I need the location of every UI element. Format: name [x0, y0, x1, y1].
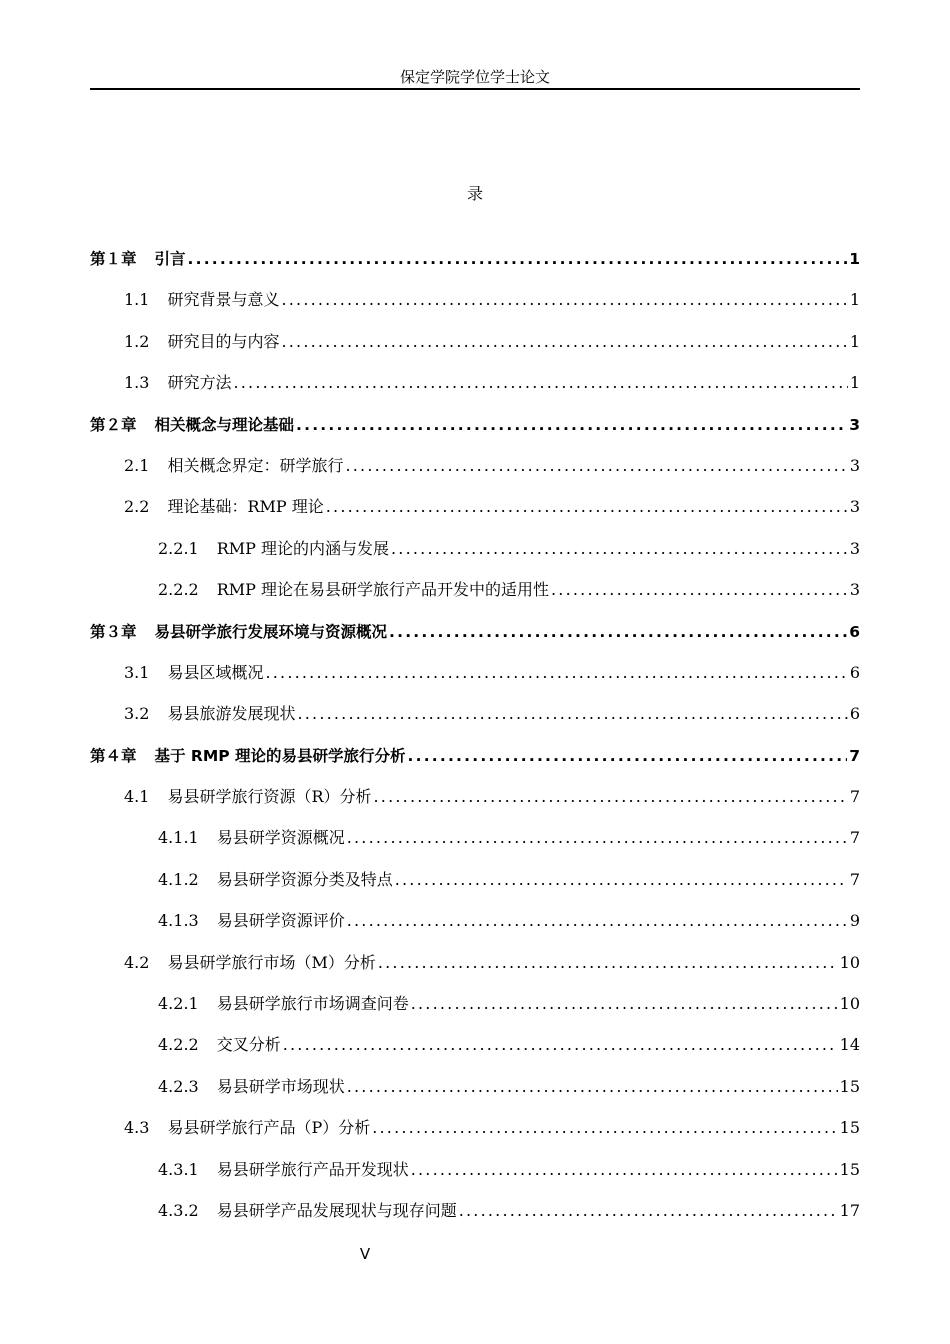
- toc-dot-leader: [281, 287, 847, 313]
- toc-dot-leader: [551, 577, 848, 603]
- toc-entry-page: 3: [849, 415, 860, 434]
- toc-entry-title: 研究背景与意义: [167, 290, 280, 310]
- toc-section-entry[interactable]: [90, 1198, 860, 1239]
- toc-section-entry[interactable]: [90, 287, 860, 328]
- toc-entry-page: 15: [839, 1159, 860, 1179]
- toc-entry-number: 第１章: [90, 250, 137, 268]
- toc-entry-page: 3: [849, 497, 860, 517]
- toc-section-entry[interactable]: [90, 1032, 860, 1073]
- toc-entry-page: 1: [849, 331, 860, 351]
- toc-entry-title: 相关概念界定：研学旅行: [167, 455, 344, 475]
- toc-dot-leader: [188, 246, 848, 272]
- toc-entry-title: 易县研学产品发展现状与现存问题: [216, 1200, 457, 1220]
- toc-entry-page: 6: [849, 704, 860, 724]
- toc-entry-title: 易县研学旅行市场调查问卷: [216, 994, 409, 1014]
- toc-entry-number: 4.1.3: [158, 911, 199, 931]
- toc-entry-page: 14: [839, 1035, 860, 1055]
- toc-dot-leader: [374, 784, 848, 810]
- toc-entry-page: 1: [849, 290, 860, 310]
- toc-entry-title: 易县旅游发展现状: [167, 704, 296, 724]
- toc-dot-leader: [391, 536, 848, 562]
- toc-dot-leader: [296, 412, 847, 438]
- toc-section-entry[interactable]: [90, 1115, 860, 1156]
- toc-entry-number: 4.2.2: [158, 1035, 199, 1055]
- toc-entry-number: 3.2: [124, 704, 150, 724]
- toc-dot-leader: [372, 1115, 837, 1141]
- toc-entry-title: 易县区域概况: [167, 662, 264, 682]
- toc-dot-leader: [395, 867, 848, 893]
- toc-entry-number: 4.2.3: [158, 1076, 199, 1096]
- toc-entry-number: 1.2: [124, 331, 150, 351]
- toc-dot-leader: [347, 908, 848, 934]
- toc-section-entry[interactable]: [90, 1157, 860, 1198]
- toc-entry-page: 7: [849, 828, 860, 848]
- toc-dot-leader: [389, 619, 847, 645]
- toc-dot-leader: [378, 950, 838, 976]
- toc-entry-title: 交叉分析: [216, 1035, 281, 1055]
- toc-dot-leader: [459, 1198, 838, 1224]
- toc-entry-page: 7: [849, 869, 860, 889]
- toc-chapter-entry[interactable]: [90, 743, 860, 784]
- toc-dot-leader: [297, 701, 847, 727]
- toc-section-entry[interactable]: [90, 370, 860, 411]
- toc-entry-page: 7: [849, 746, 860, 765]
- toc-entry-page: 17: [839, 1200, 860, 1220]
- toc-section-entry[interactable]: [90, 577, 860, 618]
- toc-dot-leader: [408, 743, 848, 769]
- toc-entry-number: 第３章: [90, 622, 137, 641]
- toc-entry-number: 4.3.2: [158, 1200, 199, 1220]
- toc-entry-title: 易县研学市场现状: [216, 1076, 345, 1096]
- toc-entry-number: 4.1.1: [158, 828, 199, 848]
- toc-entry-page: 15: [839, 1118, 860, 1138]
- toc-entry-title: 理论基础：RMP 理论: [167, 497, 324, 517]
- toc-entry-title: 相关概念与理论基础: [154, 415, 295, 434]
- toc-section-entry[interactable]: [90, 1074, 860, 1115]
- toc-dot-leader: [347, 1074, 838, 1100]
- toc-entry-title: 基于 RMP 理论的易县研学旅行分析: [154, 746, 406, 765]
- table-of-contents: [90, 246, 860, 1239]
- toc-entry-number: 1.3: [124, 373, 150, 393]
- toc-entry-number: 第２章: [90, 415, 137, 434]
- toc-entry-title: 易县研学旅行产品（P）分析: [167, 1118, 371, 1138]
- toc-section-entry[interactable]: [90, 453, 860, 494]
- toc-entry-title: RMP 理论的内涵与发展: [216, 538, 390, 558]
- page-number: V: [359, 1245, 371, 1263]
- toc-entry-number: 2.2.1: [158, 538, 199, 558]
- toc-entry-page: 3: [849, 538, 860, 558]
- toc-section-entry[interactable]: [90, 660, 860, 701]
- toc-title: 录: [466, 184, 483, 203]
- toc-entry-page: 15: [839, 1076, 860, 1096]
- toc-chapter-entry[interactable]: [90, 246, 860, 287]
- toc-chapter-entry[interactable]: [90, 412, 860, 453]
- toc-entry-page: 1: [849, 373, 860, 393]
- toc-section-entry[interactable]: [90, 784, 860, 825]
- toc-dot-leader: [326, 494, 848, 520]
- toc-entry-title: 易县研学资源评价: [216, 911, 345, 931]
- page-header: 保定学院学位学士论文: [399, 68, 550, 86]
- toc-dot-leader: [265, 660, 847, 686]
- toc-entry-number: 4.2.1: [158, 994, 199, 1014]
- toc-section-entry[interactable]: [90, 536, 860, 577]
- toc-dot-leader: [411, 991, 838, 1017]
- toc-entry-number: 2.1: [124, 455, 150, 475]
- toc-entry-number: 第４章: [90, 746, 137, 765]
- toc-entry-number: 4.3: [124, 1118, 150, 1138]
- toc-entry-title: 易县研学旅行市场（M）分析: [167, 952, 376, 972]
- toc-entry-page: 10: [839, 952, 860, 972]
- toc-entry-number: 4.3.1: [158, 1159, 199, 1179]
- toc-entry-number: 4.1.2: [158, 869, 199, 889]
- toc-section-entry[interactable]: [90, 825, 860, 866]
- toc-entry-number: 1.1: [124, 290, 150, 310]
- toc-entry-number: 3.1: [124, 662, 150, 682]
- toc-entry-page: 10: [839, 994, 860, 1014]
- toc-dot-leader: [281, 329, 847, 355]
- toc-section-entry[interactable]: [90, 867, 860, 908]
- toc-section-entry[interactable]: [90, 329, 860, 370]
- toc-entry-page: 7: [849, 787, 860, 807]
- toc-entry-page: 9: [849, 911, 860, 931]
- toc-entry-number: 4.1: [124, 787, 150, 807]
- toc-entry-title: 易县研学旅行发展环境与资源概况: [154, 622, 388, 641]
- toc-entry-title: 易县研学旅行产品开发现状: [216, 1159, 409, 1179]
- toc-entry-title: 易县研学旅行资源（R）分析: [167, 787, 372, 807]
- toc-dot-leader: [411, 1157, 838, 1183]
- toc-chapter-entry[interactable]: [90, 619, 860, 660]
- toc-entry-number: 4.2: [124, 952, 150, 972]
- toc-entry-title: 研究目的与内容: [167, 331, 280, 351]
- toc-entry-title: 易县研学资源概况: [216, 828, 345, 848]
- toc-entry-page: 3: [849, 455, 860, 475]
- toc-section-entry[interactable]: [90, 494, 860, 535]
- toc-entry-page: 6: [849, 662, 860, 682]
- toc-entry-title: 引言: [154, 250, 186, 268]
- toc-section-entry[interactable]: [90, 991, 860, 1032]
- toc-section-entry[interactable]: [90, 950, 860, 991]
- toc-entry-page: 6: [849, 622, 860, 641]
- toc-dot-leader: [345, 453, 847, 479]
- toc-entry-page: 3: [849, 580, 860, 600]
- toc-section-entry[interactable]: [90, 908, 860, 949]
- toc-entry-page: 1: [849, 250, 860, 268]
- header-rule: [90, 88, 860, 90]
- toc-entry-number: 2.2: [124, 497, 150, 517]
- toc-entry-title: RMP 理论在易县研学旅行产品开发中的适用性: [216, 580, 550, 600]
- toc-section-entry[interactable]: [90, 701, 860, 742]
- toc-dot-leader: [347, 825, 848, 851]
- toc-entry-title: 研究方法: [167, 373, 232, 393]
- toc-entry-number: 2.2.2: [158, 580, 199, 600]
- toc-entry-title: 易县研学资源分类及特点: [216, 869, 393, 889]
- toc-dot-leader: [233, 370, 847, 396]
- toc-dot-leader: [283, 1032, 838, 1058]
